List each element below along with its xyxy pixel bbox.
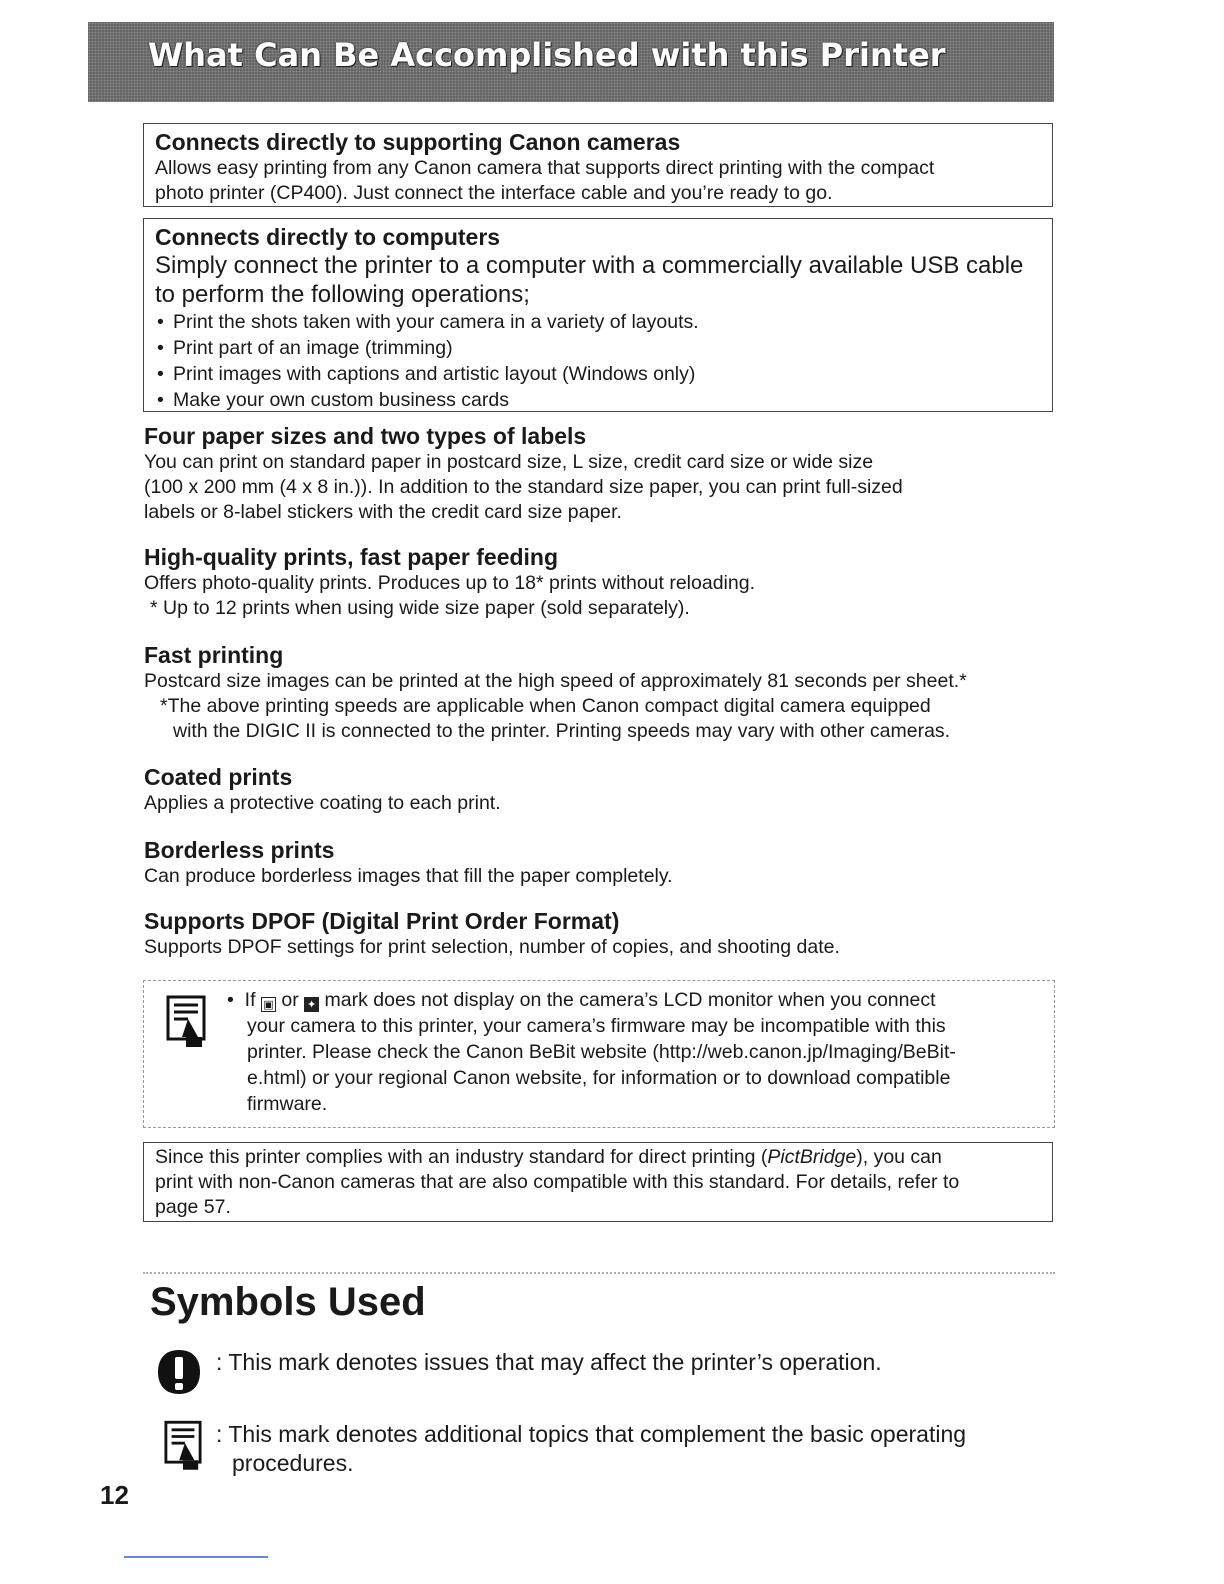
memo-line: e.html) or your regional Canon website, for information or to download compatible <box>247 1067 951 1089</box>
feature-text: to perform the following operations; <box>155 281 530 308</box>
section-quality <box>144 543 1064 621</box>
caution-icon <box>156 1348 202 1396</box>
pictbridge-post: ), you can <box>856 1146 942 1168</box>
section-borderless <box>144 836 1064 889</box>
feature-text: Simply connect the printer to a computer with a commercially available USB cable <box>155 252 1024 279</box>
section-title: Fast printing <box>144 642 284 668</box>
section-divider <box>143 1272 1055 1274</box>
memo-text: • If ▣ or ✦ mark does not display on the camera’s LCD monitor when you connect your camera to this printer, your camera’s firmware may be incompatible with this printer. Please check the Canon BeBit website (http://web.canon.jp/Imaging/BeBit- e.html) or your regional Canon website, for information or to download compatible firmware. <box>227 987 1059 1117</box>
memo-line: printer. Please check the Canon BeBit website (http://web.canon.jp/Imaging/BeBit- <box>247 1041 956 1063</box>
feature-title: Connects directly to computers <box>155 224 501 250</box>
section-title: Four paper sizes and two types of labels <box>144 423 587 449</box>
section-title: Borderless prints <box>144 837 335 863</box>
pictbridge-line: page 57. <box>155 1196 231 1218</box>
section-dpof <box>144 907 1064 960</box>
feature-box-cameras <box>143 123 1053 207</box>
memo-text-post: mark does not display on the camera’s LCD monitor when you connect <box>324 989 936 1011</box>
pictbridge-line: print with non-Canon cameras that are also compatible with this standard. For details, refer to <box>155 1171 960 1193</box>
footer-rule <box>124 1556 268 1558</box>
section-paper <box>144 422 1064 525</box>
feature-box-computers <box>143 218 1053 412</box>
section-title: Supports DPOF (Digital Print Order Format) <box>144 908 620 934</box>
feature-title: Connects directly to supporting Canon cameras <box>155 129 681 155</box>
memo-icon <box>164 1420 202 1472</box>
footnote: * Up to 12 prints when using wide size paper (sold separately). <box>150 597 690 619</box>
symbol-row-memo <box>150 1420 1050 1480</box>
feature-text: photo printer (CP400). Just connect the interface cable and you’re ready to go. <box>155 182 833 204</box>
page-number: 12 <box>100 1480 129 1510</box>
operations-list <box>155 309 1040 413</box>
page-title: What Can Be Accomplished with this Printer <box>148 36 946 74</box>
memo-line: your camera to this printer, your camera’s firmware may be incompatible with this <box>247 1015 946 1037</box>
pictbridge-box <box>143 1142 1053 1222</box>
symbols-title: Symbols Used <box>150 1280 426 1324</box>
pictbridge-name: PictBridge <box>767 1146 857 1168</box>
list-item: • Make your own custom business cards <box>155 387 1040 413</box>
header-banner <box>88 22 1054 102</box>
list-item: • Print images with captions and artistic layout (Windows only) <box>155 361 1040 387</box>
section-title: High-quality prints, fast paper feeding <box>144 544 559 570</box>
list-item: • Print the shots taken with your camera in a variety of layouts. <box>155 309 1040 335</box>
memo-line: firmware. <box>247 1093 328 1115</box>
section-title: Coated prints <box>144 764 293 790</box>
pictbridge-line <box>155 1145 1040 1170</box>
section-text: Postcard size images can be printed at the high speed of approximately 81 seconds per sheet.* <box>144 670 967 692</box>
feature-text: Allows easy printing from any Canon camera that supports direct printing with the compact <box>155 157 935 179</box>
section-coated <box>144 763 1064 816</box>
memo-icon <box>166 995 206 1049</box>
memo-text-or: or <box>281 989 299 1011</box>
footnote: with the DIGIC II is connected to the printer. Printing speeds may vary with other cameras. <box>173 720 951 742</box>
memo-description: : This mark denotes additional topics that complement the basic operating procedures. <box>216 1421 967 1476</box>
section-text: Applies a protective coating to each print. <box>144 792 501 814</box>
footnote: *The above printing speeds are applicable when Canon compact digital camera equipped <box>160 695 931 717</box>
direct-print-icon: ▣ <box>261 997 276 1012</box>
memo-box <box>143 980 1055 1128</box>
pictbridge-icon: ✦ <box>304 997 319 1012</box>
section-text: (100 x 200 mm (4 x 8 in.)). In addition to the standard size paper, you can print full-sized <box>144 476 903 498</box>
section-text: Can produce borderless images that fill the paper completely. <box>144 865 673 887</box>
symbol-row-caution <box>150 1348 1050 1398</box>
memo-text-pre: If <box>244 989 256 1011</box>
list-item: • Print part of an image (trimming) <box>155 335 1040 361</box>
section-fast-printing <box>144 641 1064 744</box>
section-text: You can print on standard paper in postcard size, L size, credit card size or wide size <box>144 451 874 473</box>
section-text: labels or 8-label stickers with the credit card size paper. <box>144 501 622 523</box>
section-text: Supports DPOF settings for print selection, number of copies, and shooting date. <box>144 936 840 958</box>
pictbridge-pre: Since this printer complies with an industry standard for direct printing ( <box>155 1146 768 1168</box>
section-text: Offers photo-quality prints. Produces up to 18* prints without reloading. <box>144 572 755 594</box>
caution-description: : This mark denotes issues that may affect the printer’s operation. <box>216 1349 882 1375</box>
